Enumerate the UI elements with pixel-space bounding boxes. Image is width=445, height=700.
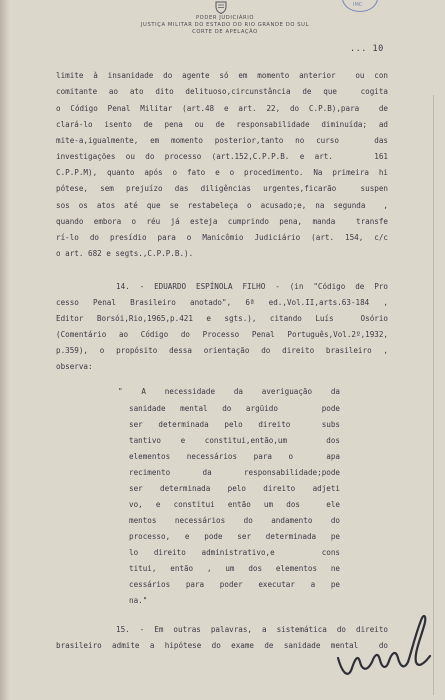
text-line: clará-lo isento de pena ou de responsabilidade diminuída; ad [56,120,388,129]
page-number: ... 10 [350,44,384,54]
text-line: quando embora o réu já esteja cumprindo pena, manda transfe [56,217,388,226]
quote-line: tantivo e constitui,então,um dos [129,436,340,445]
text-line: C.P.P.M), quanto após o fato e o procedimento. Na primeira hi [56,168,388,177]
handwritten-signature [334,606,440,690]
quote-line: sanidade mental do argüido pode [129,404,340,413]
text-line: o art. 682 e segts.,C.P.P.B.). [56,249,194,258]
quote-line: na." [129,596,148,605]
quote-line: processo, e pode ser determinada pe [129,532,340,541]
header-line-2: JUSTIÇA MILITAR DO ESTADO DO RIO GRANDE DO SUL [140,22,310,28]
text-line: 15. - Em outras palavras, a sistemática do direito [116,625,388,634]
text-line: observa: [56,362,93,371]
text-line: pótese, sem prejuízo das diligências urgentes,ficarão suspen [56,184,388,193]
text-line: sos os atos até que se restabeleça o acusado;e, na segunda , [56,201,388,210]
text-line: investigações ou do processo (art.152,C.P.P.B. e art. 161 [56,152,388,161]
header-line-3: CORTE DE APELAÇÃO [192,29,258,35]
page-edge-shadow [0,0,10,700]
quote-line: ser determinada pelo direito subs [129,420,340,429]
quote-line: lo direito administrativo,e cons [129,548,340,557]
text-line: mite-a,igualmente, em momento posterior,tanto no curso das [56,136,388,145]
text-line: rí-lo do presídio para o Manicômio Judiciário (art. 154, c/c [56,233,388,242]
quote-line: mentos necessários do andamento do [129,516,340,525]
text-line: comitante ao ato dito delituoso,circunstância de que cogita [56,87,388,96]
quote-line: cessários para poder executar a pe [129,580,340,589]
text-line: cesso Penal Brasileiro anotado", 6ª ed.,Vol.II,arts.63-184 , [56,298,388,307]
text-line: Editor Borsói,Rio,1965,p.421 e sgts.), citando Luís Osório [56,314,388,323]
text-line: (Comentário ao Código do Processo Penal Português,Vol.2º,1932, [56,330,388,339]
quote-line: recimento da responsabilidade;pode [129,468,340,477]
coat-of-arms-icon [214,1,228,14]
quote-line: elementos necessários para o apa [129,452,340,461]
text-line: o Código Penal Militar (art.48 e art. 22, do C.P.B),para de [56,104,388,113]
quote-line: ser determinada pelo direito adjeti [129,484,340,493]
header-line-1: PODER JUDICIÁRIO [195,15,255,21]
stamp-text: IMC [353,2,363,8]
quote-line: " A necessidade da averiguação da [118,387,340,396]
quote-line: vo, e constitui então um dos ele [129,500,340,509]
page-margin-line [433,95,434,695]
text-line: brasileiro admite a hipótese do exame de sanidade mental do [56,641,388,650]
text-line: 14. - EDUARDO ESPÍNOLA FILHO - (in "Código de Pro [116,282,388,291]
text-line: p.359), o propósito dessa orientação do direito brasileiro , [56,346,388,355]
quote-line: titui, então , um dos elementos ne [129,564,340,573]
text-line: limite à insanidade do agente só em momento anterior ou con [56,71,388,80]
